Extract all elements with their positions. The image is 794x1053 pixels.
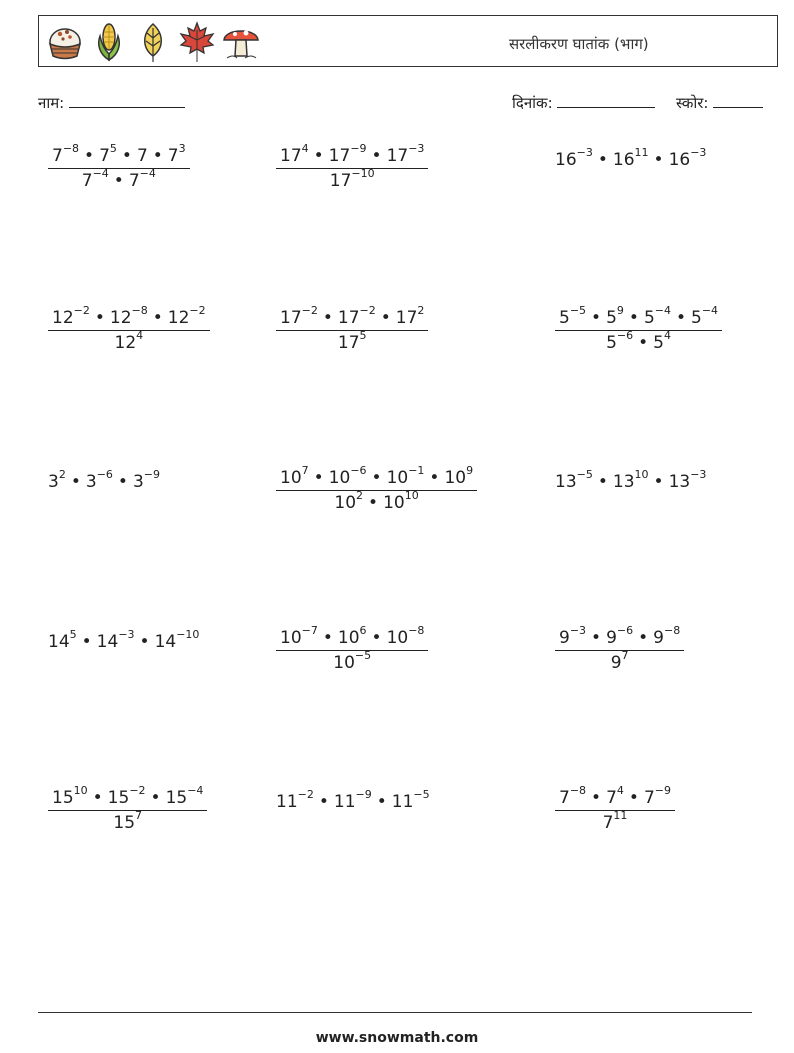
multiply-dot: •: [591, 788, 602, 808]
date-label: दिनांक:: [512, 94, 553, 112]
power-term: $7^5$: [99, 142, 117, 166]
multiply-dot: •: [429, 468, 440, 488]
power-term: $16^{-3}$: [555, 146, 593, 170]
numerator: [555, 784, 675, 811]
fraction: [48, 304, 210, 353]
problem-4: [48, 304, 210, 353]
multiply-dot: •: [368, 493, 379, 513]
worksheet-header: [38, 15, 778, 67]
problem-13: [48, 784, 207, 833]
multiply-dot: •: [152, 146, 163, 166]
exponent: −3: [690, 468, 707, 482]
fraction: [555, 784, 675, 833]
power-term: $7^{-8}$: [559, 784, 587, 808]
exponent: 2: [356, 489, 364, 503]
exponent: −4: [139, 167, 156, 181]
multiply-dot: •: [628, 788, 639, 808]
denominator: [48, 811, 207, 833]
power-term: $15^{-4}$: [165, 784, 204, 808]
power-term: $14^{-3}$: [96, 628, 135, 652]
exponent: 10: [634, 468, 649, 482]
exponent: −4: [654, 304, 671, 318]
power-term: $5^4$: [653, 329, 671, 353]
power-term: $11^{-2}$: [276, 788, 314, 812]
multiply-dot: •: [371, 468, 382, 488]
multiply-dot: •: [380, 308, 391, 328]
multiply-dot: •: [591, 308, 602, 328]
exponent: −6: [616, 624, 634, 638]
fraction: [555, 624, 684, 673]
expression: [555, 468, 707, 492]
denominator: [555, 811, 675, 833]
problem-9: [555, 468, 707, 492]
fraction: [48, 784, 207, 833]
numerator: [48, 784, 207, 811]
denominator: [276, 491, 477, 513]
multiply-dot: •: [70, 472, 81, 492]
power-term: $10^2$: [334, 489, 364, 513]
power-term: $5^{-6}$: [606, 329, 634, 353]
power-term: $17^{-2}$: [280, 304, 318, 328]
power-term: $11^{-5}$: [391, 788, 430, 812]
denominator: [276, 651, 428, 673]
exponent: 5: [69, 628, 77, 642]
numerator: [276, 624, 428, 651]
problem-10: [48, 628, 200, 652]
problem-5: [276, 304, 428, 353]
power-term: $7^{-8}$: [52, 142, 80, 166]
exponent: −3: [690, 146, 707, 160]
name-field: [38, 93, 185, 113]
problem-11: [276, 624, 428, 673]
exponent: −4: [187, 784, 204, 798]
basket-icon: [45, 20, 85, 64]
exponent: 4: [616, 784, 624, 798]
multiply-dot: •: [371, 628, 382, 648]
footer-divider: [38, 1012, 752, 1013]
multiply-dot: •: [322, 628, 333, 648]
exponent: 2: [58, 468, 66, 482]
exponent: −5: [413, 788, 430, 802]
power-term: $10^{-7}$: [280, 624, 318, 648]
power-term: $14^5$: [48, 628, 77, 652]
power-term: $9^{-3}$: [559, 624, 587, 648]
denominator: [48, 331, 210, 353]
power-term: $15^7$: [113, 809, 143, 833]
exponent: 5: [359, 329, 367, 343]
fraction: [555, 304, 722, 353]
power-term: $5^9$: [606, 304, 624, 328]
exponent: −3: [118, 628, 135, 642]
power-term: $9^{-6}$: [606, 624, 634, 648]
power-term: $12^{-2}$: [167, 304, 206, 328]
power-term: $17^5$: [337, 329, 367, 353]
power-term: $3^2$: [48, 468, 66, 492]
exponent: −4: [701, 304, 719, 318]
multiply-dot: •: [81, 632, 92, 652]
problem-3: [555, 146, 707, 170]
exponent: −5: [354, 649, 372, 663]
exponent: −2: [301, 304, 318, 318]
power-term: $16^{11}$: [612, 146, 649, 170]
problem-6: [555, 304, 722, 353]
exponent: 11: [613, 809, 628, 823]
power-term: $7^{11}$: [602, 809, 628, 833]
exponent: 6: [359, 624, 367, 638]
fraction: [48, 142, 190, 191]
exponent: 7: [621, 649, 629, 663]
multiply-dot: •: [318, 792, 329, 812]
footer-url: www.snowmath.com: [315, 1030, 479, 1046]
problem-8: [276, 464, 477, 513]
exponent: 5: [109, 142, 117, 156]
multiply-dot: •: [653, 472, 664, 492]
exponent: −10: [351, 167, 375, 181]
power-term: $9^7$: [610, 649, 629, 673]
power-term: $17^{-2}$: [337, 304, 376, 328]
exponent: −2: [297, 788, 314, 802]
multiply-dot: •: [313, 146, 324, 166]
exponent: 4: [136, 329, 144, 343]
exponent: −10: [176, 628, 200, 642]
power-term: $10^{-1}$: [386, 464, 425, 488]
exponent: 4: [301, 142, 309, 156]
power-term: $5^{-4}$: [643, 304, 671, 328]
power-term: $11^{-9}$: [333, 788, 372, 812]
exponent: −2: [73, 304, 90, 318]
fraction: [276, 624, 428, 673]
expression: [48, 468, 160, 492]
multiply-dot: •: [371, 146, 382, 166]
power-term: $12^{-8}$: [109, 304, 148, 328]
power-term: $14^{-10}$: [154, 628, 200, 652]
multiply-dot: •: [152, 308, 163, 328]
exponent: 3: [178, 142, 186, 156]
numerator: [276, 142, 428, 169]
problem-15: [555, 784, 675, 833]
multiply-dot: •: [597, 472, 608, 492]
exponent: −5: [576, 468, 593, 482]
power-term: $10^{-5}$: [333, 649, 372, 673]
exponent: −8: [569, 784, 587, 798]
exponent: 4: [663, 329, 671, 343]
problem-12: [555, 624, 684, 673]
power-term: $12^{-2}$: [52, 304, 90, 328]
exponent: −4: [92, 167, 109, 181]
score-label: स्कोर:: [676, 94, 709, 112]
exponent: −8: [131, 304, 148, 318]
power-term: $5^{-4}$: [691, 304, 719, 328]
exponent: −8: [408, 624, 425, 638]
multiply-dot: •: [121, 146, 132, 166]
denominator: [48, 169, 190, 191]
multiply-dot: •: [675, 308, 687, 328]
header-icons: [45, 20, 261, 64]
problem-7: [48, 468, 160, 492]
denominator: [276, 169, 428, 191]
multiply-dot: •: [313, 468, 324, 488]
exponent: 9: [616, 304, 624, 318]
exponent: 10: [404, 489, 419, 503]
power-term: $17^{-3}$: [386, 142, 425, 166]
exponent: −3: [408, 142, 425, 156]
exponent: −3: [569, 624, 587, 638]
multiply-dot: •: [150, 788, 161, 808]
multiply-dot: •: [653, 150, 664, 170]
numerator: [276, 464, 477, 491]
exponent: −6: [350, 464, 367, 478]
exponent: −1: [408, 464, 425, 478]
mushroom-icon: [221, 20, 261, 64]
exponent: −5: [569, 304, 587, 318]
denominator: [555, 651, 684, 673]
power-term: $13^{-3}$: [668, 468, 707, 492]
multiply-dot: •: [597, 150, 608, 170]
power-term: $17^2$: [395, 304, 425, 328]
fraction: [276, 142, 428, 191]
numerator: [48, 142, 190, 169]
exponent: −2: [359, 304, 376, 318]
expression: [48, 628, 200, 652]
exponent: −2: [189, 304, 206, 318]
power-term: $10^{-6}$: [328, 464, 367, 488]
yellow-leaf-icon: [133, 20, 173, 64]
multiply-dot: •: [638, 333, 649, 353]
power-term: $7^4$: [606, 784, 624, 808]
score-line[interactable]: [713, 93, 763, 108]
date-field: [512, 93, 655, 113]
fraction: [276, 464, 477, 513]
power-term: $3^{-6}$: [85, 468, 113, 492]
power-term: $5^{-5}$: [559, 304, 587, 328]
exponent: −8: [663, 624, 681, 638]
power-term: $13^{10}$: [612, 468, 649, 492]
power-term: $13^{-5}$: [555, 468, 593, 492]
multiply-dot: •: [84, 146, 95, 166]
power-term: $15^{10}$: [52, 784, 88, 808]
fraction: [276, 304, 428, 353]
multiply-dot: •: [113, 171, 124, 191]
problem-1: [48, 142, 190, 191]
maple-leaf-icon: [177, 20, 217, 64]
power-term: $7^{-4}$: [81, 167, 109, 191]
power-term: $17^{-9}$: [328, 142, 367, 166]
exponent: 9: [466, 464, 474, 478]
power-term: $15^{-2}$: [107, 784, 146, 808]
multiply-dot: •: [94, 308, 105, 328]
exponent: −6: [616, 329, 634, 343]
power-term: $3^{-9}$: [132, 468, 160, 492]
multiply-dot: •: [628, 308, 639, 328]
power-term: 7: [136, 146, 148, 166]
numerator: [48, 304, 210, 331]
exponent: −9: [654, 784, 671, 798]
power-term: $10^7$: [280, 464, 309, 488]
exponent: −2: [129, 784, 146, 798]
expression: [276, 788, 430, 812]
exponent: −8: [62, 142, 80, 156]
worksheet-title: सरलीकरण घातांक (भाग): [509, 35, 649, 53]
multiply-dot: •: [117, 472, 128, 492]
numerator: [276, 304, 428, 331]
multiply-dot: •: [376, 792, 387, 812]
power-term: $10^9$: [444, 464, 474, 488]
power-term: $10^6$: [337, 624, 367, 648]
power-term: $7^{-4}$: [128, 167, 156, 191]
power-term: $10^{10}$: [383, 489, 419, 513]
power-term: $12^4$: [114, 329, 144, 353]
multiply-dot: •: [322, 308, 333, 328]
multiply-dot: •: [591, 628, 602, 648]
power-term: $7^{-9}$: [643, 784, 671, 808]
numerator: [555, 304, 722, 331]
power-term: $10^{-8}$: [386, 624, 425, 648]
multiply-dot: •: [92, 788, 103, 808]
numerator: [555, 624, 684, 651]
power-term: $17^4$: [280, 142, 309, 166]
power-term: $16^{-3}$: [668, 146, 707, 170]
denominator: [276, 331, 428, 353]
exponent: −3: [576, 146, 593, 160]
exponent: −9: [355, 788, 372, 802]
corn-icon: [89, 20, 129, 64]
exponent: 10: [73, 784, 88, 798]
exponent: 7: [135, 809, 143, 823]
exponent: −9: [143, 468, 160, 482]
name-label: नाम:: [38, 94, 65, 112]
exponent: 11: [634, 146, 649, 160]
power-term: $7^3$: [167, 142, 186, 166]
problem-2: [276, 142, 428, 191]
problem-14: [276, 788, 430, 812]
multiply-dot: •: [139, 632, 150, 652]
name-line[interactable]: [69, 93, 185, 108]
multiply-dot: •: [638, 628, 649, 648]
denominator: [555, 331, 722, 353]
exponent: 2: [417, 304, 425, 318]
exponent: −7: [301, 624, 318, 638]
power-term: $17^{-10}$: [329, 167, 375, 191]
date-line[interactable]: [557, 93, 655, 108]
expression: [555, 146, 707, 170]
exponent: 7: [301, 464, 309, 478]
power-term: $9^{-8}$: [653, 624, 681, 648]
exponent: −6: [96, 468, 113, 482]
exponent: −9: [350, 142, 367, 156]
score-field: [676, 93, 763, 113]
